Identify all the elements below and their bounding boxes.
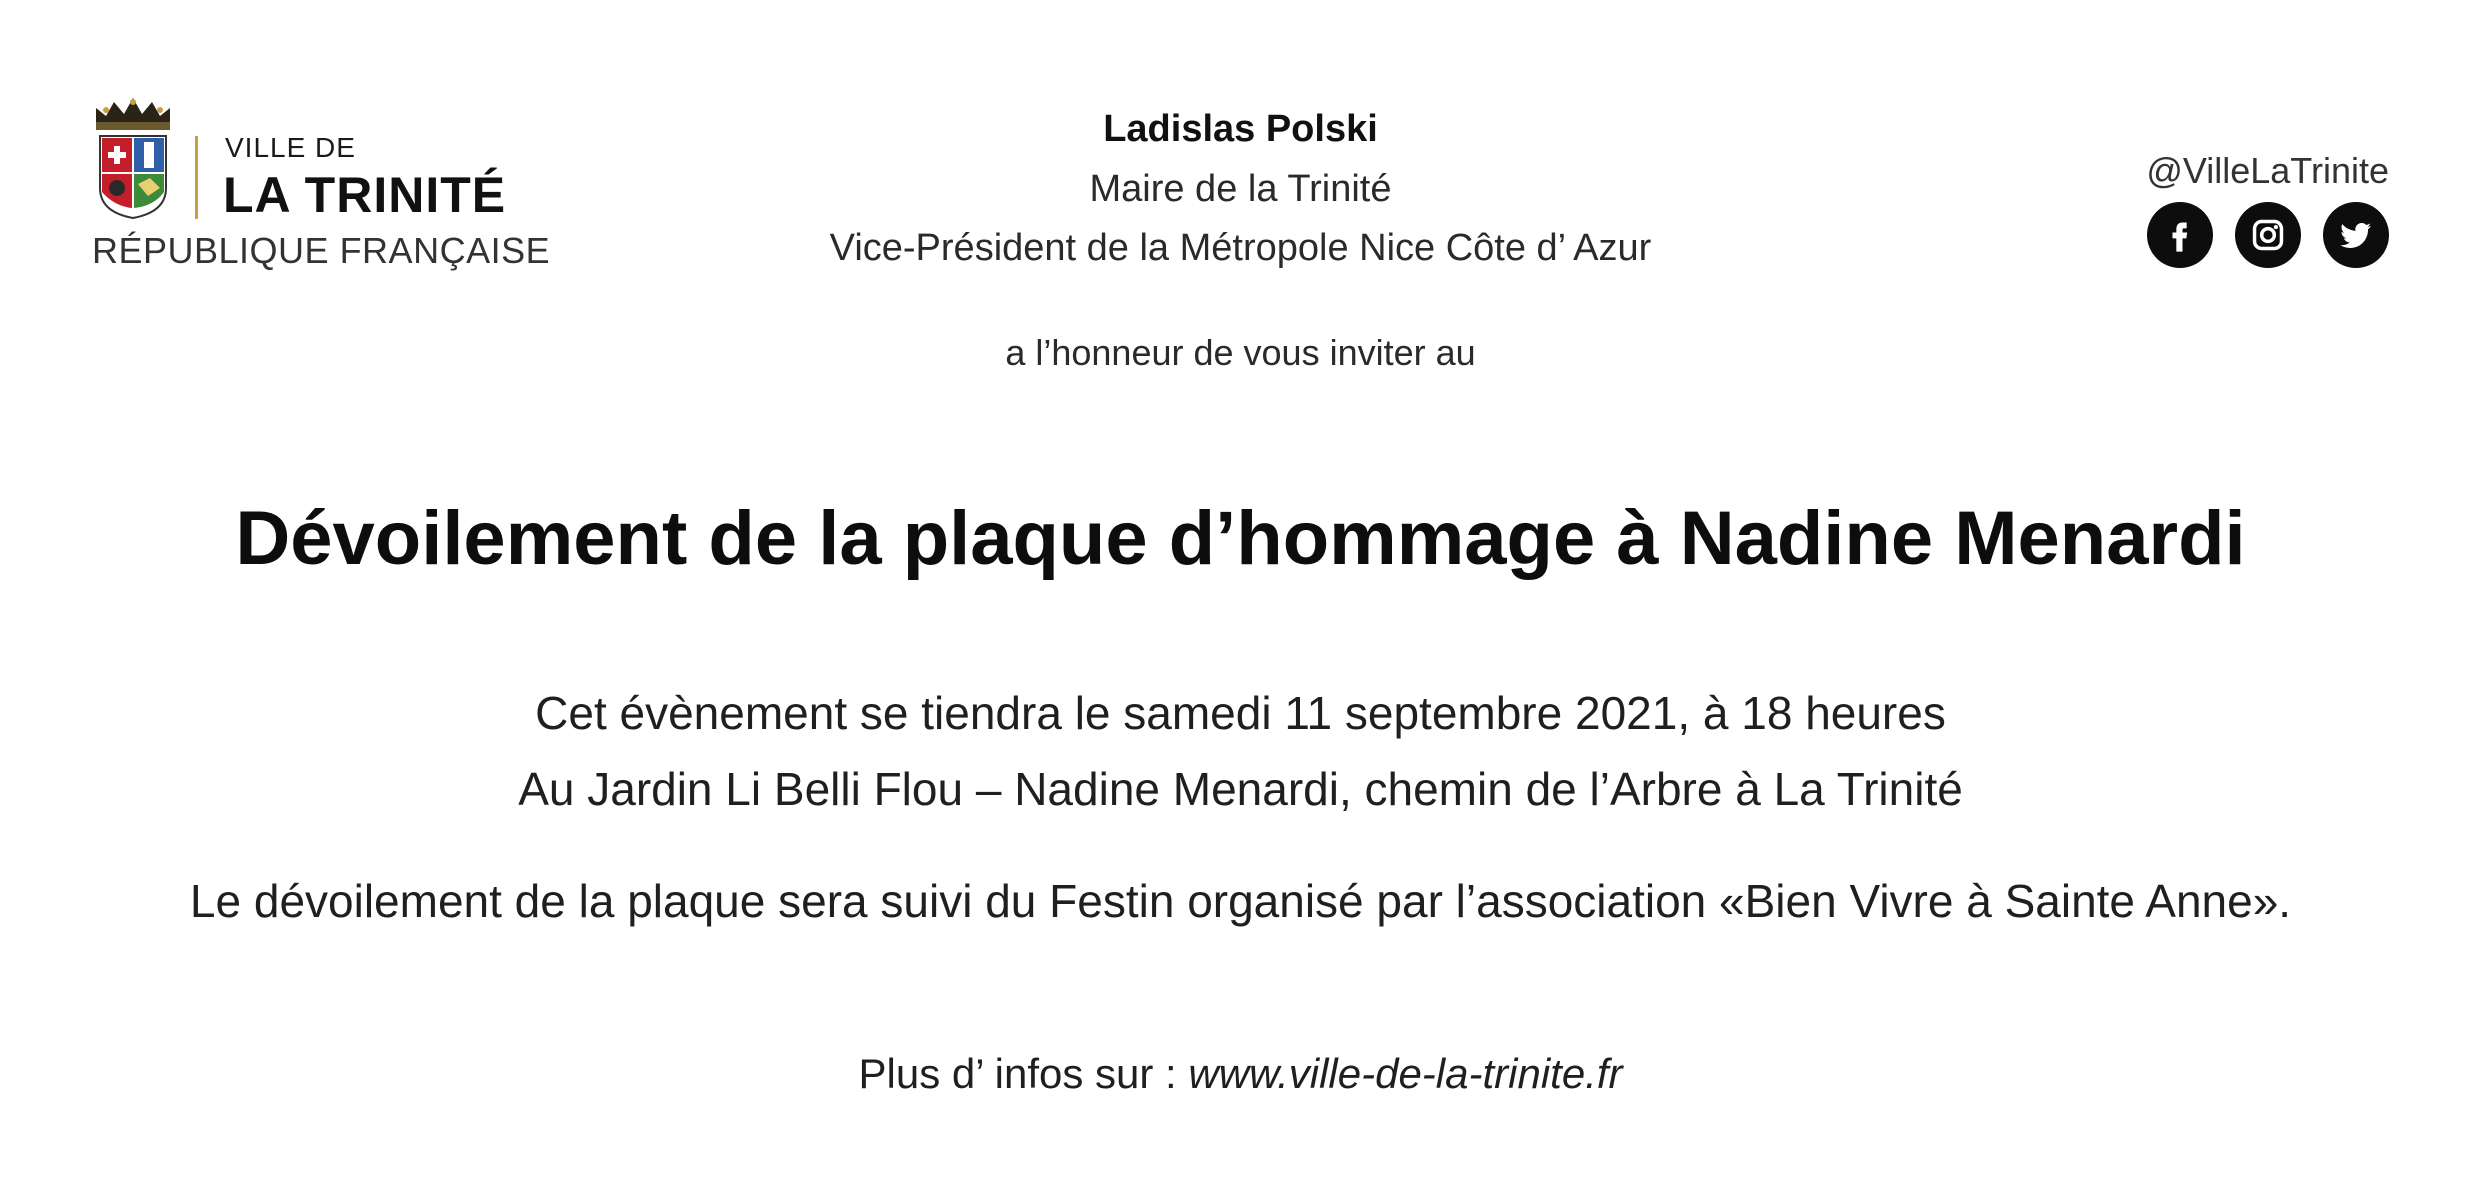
more-info-label: Plus d’ infos sur : bbox=[858, 1050, 1189, 1097]
logo-city-name: LA TRINITÉ bbox=[223, 167, 507, 223]
event-date-line: Cet évènement se tiendra le samedi 11 septembre 2021, à 18 heures bbox=[535, 687, 1946, 739]
event-place-line: Au Jardin Li Belli Flou – Nadine Menardi, chemin de l’Arbre à La Trinité bbox=[518, 763, 1963, 815]
event-title: Dévoilement de la plaque d’hommage à Nadine Menardi bbox=[235, 496, 2246, 581]
facebook-icon[interactable] bbox=[2147, 202, 2213, 268]
mayor-title-secondary: Vice-Président de la Métropole Nice Côte d’ Azur bbox=[829, 227, 1652, 269]
website-link[interactable]: www.ville-de-la-trinite.fr bbox=[1188, 1050, 1623, 1097]
social-handle[interactable]: @VilleLaTrinite bbox=[2146, 150, 2389, 191]
instagram-icon[interactable] bbox=[2235, 202, 2301, 268]
logo-prefix: VILLE DE bbox=[225, 132, 356, 163]
mayor-title: Maire de la Trinité bbox=[1089, 168, 1392, 210]
event-followup-line: Le dévoilement de la plaque sera suivi du Festin organisé par l’association «Bien Vivre à Sainte Anne». bbox=[189, 875, 2292, 927]
invite-line: a l’honneur de vous inviter au bbox=[1005, 332, 1476, 373]
logo-country: RÉPUBLIQUE FRANÇAISE bbox=[92, 230, 551, 271]
more-info-line bbox=[0, 1050, 2481, 1098]
mayor-name: Ladislas Polski bbox=[1103, 108, 1378, 150]
twitter-icon[interactable] bbox=[2323, 202, 2389, 268]
social-icons bbox=[2147, 202, 2389, 268]
